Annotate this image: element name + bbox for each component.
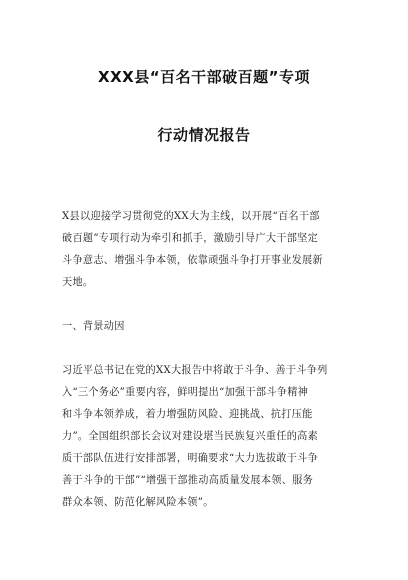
- intro-line: X县以迎接学习贯彻党的XX大为主线，以开展“百名干部: [62, 210, 320, 222]
- section-body-line: 善于斗争的干部”“增强干部推动高质量发展本领、服务: [62, 474, 314, 486]
- document-title-line-1: XXX县“百名干部破百题”专项: [98, 68, 310, 86]
- section-body-line: 习近平总书记在党的XX大报告中将敢于斗争、善于斗争列: [62, 364, 328, 376]
- section-heading: 一、背景动因: [62, 320, 125, 332]
- document-title-line-2: 行动情况报告: [157, 126, 251, 144]
- intro-line: 破百题”专项行动为牵引和抓手，激励引导广大干部坚定: [62, 232, 319, 244]
- intro-line: 斗争意志、增强斗争本领，依靠顽强斗争打开事业发展新: [62, 254, 323, 266]
- section-body-line: 和斗争本领养成，着力增强防风险、迎挑战、抗打压能: [62, 408, 313, 420]
- section-body-line: 入“三个务必”重要内容，鲜明提出“加强干部斗争精神: [62, 386, 309, 398]
- intro-line: 天地。: [62, 276, 94, 288]
- section-body-line: 群众本领、防范化解风险本领”。: [62, 496, 214, 508]
- section-body-line: 质干部队伍进行安排部署，明确要求“大力选拔敢于斗争: [62, 452, 319, 464]
- section-body-line: 力”。全国组织部长会议对建设堪当民族复兴重任的高素: [62, 430, 319, 442]
